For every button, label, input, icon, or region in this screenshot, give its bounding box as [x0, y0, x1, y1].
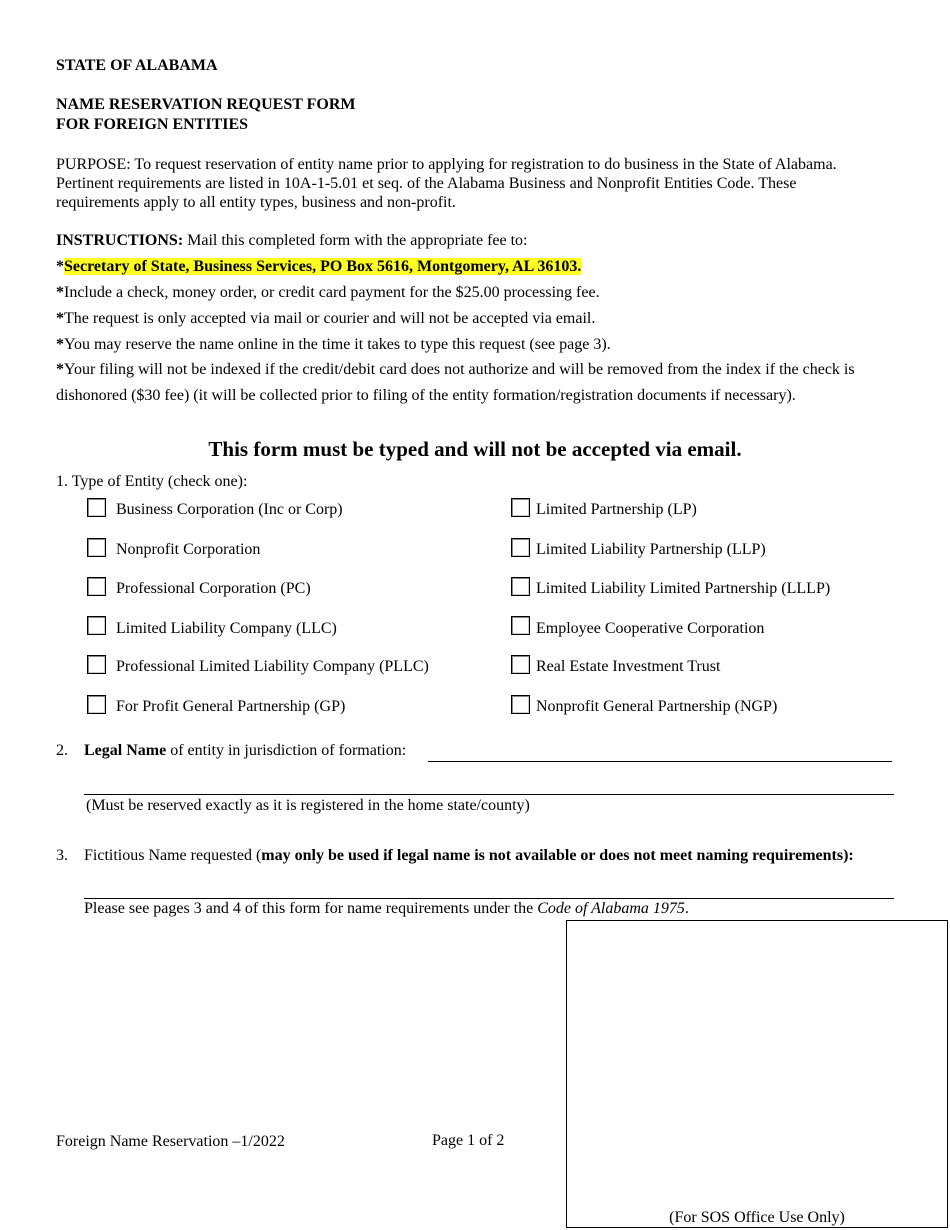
instruction-item — [56, 332, 876, 358]
instruction-item-text: Your filing will not be indexed if the credit/debit card does not authorize and will be removed from the index if the check is dishonored ($30 fee) (it will be collected prior to filing of the entity formation/registration documents if necessary). — [56, 361, 855, 404]
checkbox-label: Limited Liability Partnership (LLP) — [536, 541, 766, 558]
state-heading: STATE OF ALABAMA — [56, 57, 218, 74]
bullet-star: * — [56, 361, 64, 378]
checkbox-business-corporation[interactable] — [87, 498, 106, 517]
checkbox-label: Employee Cooperative Corporation — [536, 620, 765, 637]
instructions-line — [56, 228, 876, 254]
typed-only-notice: This form must be typed and will not be accepted via email. — [208, 437, 742, 461]
legal-name-input-line-2[interactable] — [84, 794, 894, 795]
bullet-star: * — [56, 336, 64, 353]
instruction-item-text: Include a check, money order, or credit card payment for the $25.00 processing fee. — [64, 284, 600, 301]
instructions-address-line — [56, 254, 876, 280]
entity-type-label: 1. Type of Entity (check one): — [56, 473, 248, 490]
checkbox-label: Limited Liability Company (LLC) — [116, 620, 337, 637]
form-version: Foreign Name Reservation –1/2022 — [56, 1133, 285, 1150]
page-number: Page 1 of 2 — [432, 1132, 505, 1149]
fictitious-name-text: Fictitious Name requested ( — [84, 847, 262, 864]
checkbox-pllc[interactable] — [87, 655, 106, 674]
checkbox-reit[interactable] — [511, 655, 530, 674]
checkbox-label: Business Corporation (Inc or Corp) — [116, 501, 343, 518]
bullet-star: * — [56, 284, 64, 301]
instruction-item-text: You may reserve the name online in the time it takes to type this request (see page 3). — [64, 336, 611, 353]
checkbox-label: Limited Partnership (LP) — [536, 501, 697, 518]
note-post: . — [684, 900, 689, 917]
checkbox-professional-corporation[interactable] — [87, 577, 106, 596]
purpose-paragraph: PURPOSE: To request reservation of entity name prior to applying for registration to do business in the State of Alabama. Pertinent requirements are listed in 10A-1-5.01 et seq. of the Alabama Business and Nonprofit Entities Code. These requirements apply to all entity types, business and non-profit. — [56, 156, 837, 211]
name-requirements-note — [84, 900, 689, 918]
legal-name-text: of entity in jurisdiction of formation: — [166, 742, 407, 759]
instructions-text: Mail this completed form with the appropriate fee to: — [183, 232, 528, 249]
checkbox-lllp[interactable] — [511, 577, 530, 596]
checkbox-label: Limited Liability Limited Partnership (LLLP) — [536, 580, 831, 597]
fictitious-name-label — [84, 847, 854, 865]
note-italic-code: Code of Alabama 1975 — [537, 900, 685, 917]
checkbox-label: Real Estate Investment Trust — [536, 658, 721, 675]
bullet-star: * — [56, 258, 64, 275]
legal-name-number: 2. — [56, 742, 68, 759]
checkbox-limited-partnership[interactable] — [511, 498, 530, 517]
instruction-item-text: The request is only accepted via mail or courier and will not be accepted via email. — [64, 310, 596, 327]
checkbox-employee-cooperative[interactable] — [511, 616, 530, 635]
checkbox-nonprofit-corporation[interactable] — [87, 538, 106, 557]
legal-name-label — [84, 742, 406, 760]
legal-name-note: (Must be reserved exactly as it is registered in the home state/county) — [86, 797, 530, 814]
checkbox-label: For Profit General Partnership (GP) — [116, 698, 346, 715]
checkbox-label: Professional Corporation (PC) — [116, 580, 311, 597]
checkbox-label: Nonprofit Corporation — [116, 541, 261, 558]
note-pre: Please see pages 3 and 4 of this form for name requirements under the — [84, 900, 538, 917]
checkbox-nonprofit-general-partnership[interactable] — [511, 695, 530, 714]
checkbox-general-partnership[interactable] — [87, 695, 106, 714]
sos-office-use-label: (For SOS Office Use Only) — [669, 1209, 845, 1226]
legal-name-bold: Legal Name — [84, 742, 167, 759]
checkbox-llp[interactable] — [511, 538, 530, 557]
form-title-line-1: NAME RESERVATION REQUEST FORM — [56, 96, 356, 113]
instruction-item — [56, 357, 876, 409]
legal-name-input-line-1[interactable] — [428, 761, 892, 762]
instructions-label: INSTRUCTIONS: — [56, 232, 184, 249]
fictitious-name-input-line[interactable] — [84, 898, 894, 899]
form-title-line-2: FOR FOREIGN ENTITIES — [56, 116, 249, 133]
mailing-address: Secretary of State, Business Services, PO Box 5616, Montgomery, AL 36103. — [64, 258, 582, 275]
checkbox-label: Professional Limited Liability Company (PLLC) — [116, 658, 429, 675]
checkbox-label: Nonprofit General Partnership (NGP) — [536, 698, 778, 715]
instruction-item — [56, 306, 876, 332]
fictitious-name-number: 3. — [56, 847, 68, 864]
instruction-item — [56, 280, 876, 306]
sos-office-use-box — [566, 920, 948, 1228]
fictitious-name-bold: may only be used if legal name is not available or does not meet naming requirements): — [261, 847, 854, 864]
checkbox-llc[interactable] — [87, 616, 106, 635]
bullet-star: * — [56, 310, 64, 327]
